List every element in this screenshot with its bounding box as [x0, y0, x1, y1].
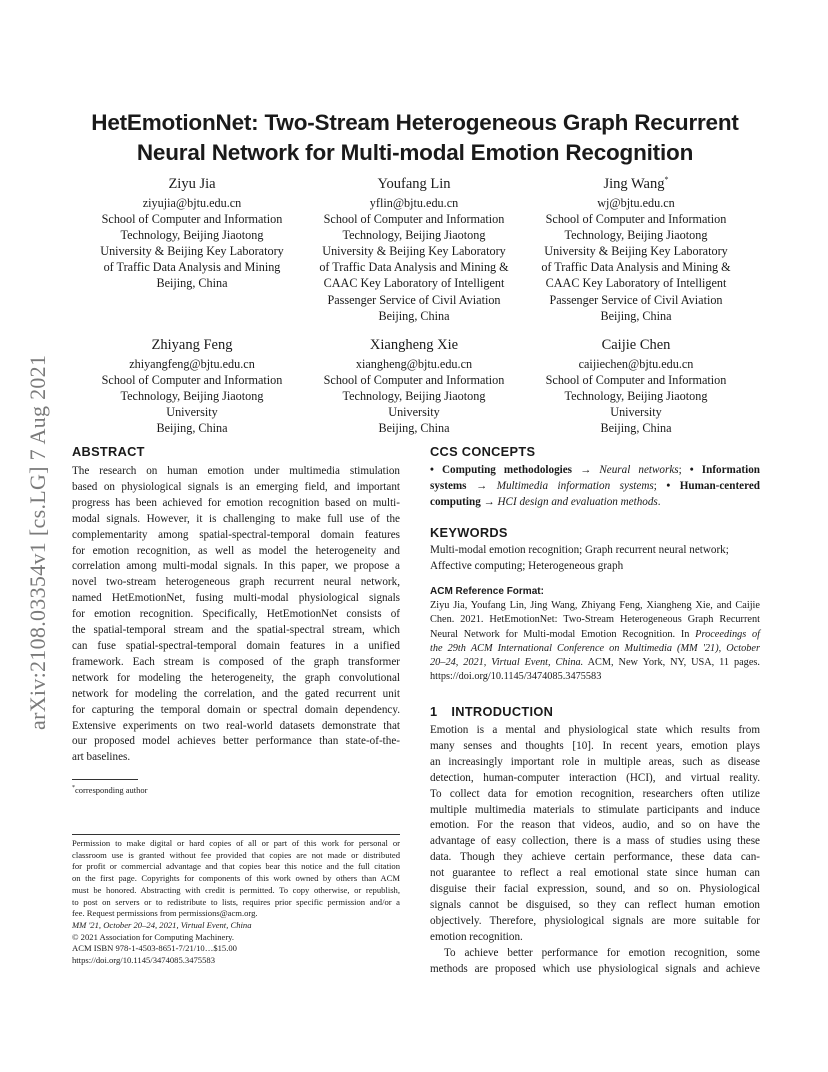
ccs-arrow: →	[480, 495, 498, 508]
author-affiliation: University	[610, 405, 662, 420]
ccs-line	[430, 479, 760, 495]
author-location: Beijing, China	[378, 421, 450, 436]
keywords-line: Multi-modal emotion recognition; Graph recurrent neural network;	[430, 544, 729, 556]
section-title: INTRODUCTION	[451, 704, 554, 719]
abstract-line: progress has been achieved for emotion recognition based on multi-	[72, 496, 400, 509]
arxiv-identifier: arXiv:2108.03354v1 [cs.LG] 7 Aug 2021	[25, 354, 50, 730]
ccs-concept: • Information	[689, 464, 760, 476]
intro-line: objectively. Therefore, physiological signals are more suitable for	[430, 914, 760, 927]
abstract-line: for capturing the temporal domain or spectral domain dependency.	[72, 703, 400, 716]
abstract-line: correlation among multi-modal signals. In this paper, we propose a	[72, 560, 400, 573]
abstract-line: network for modeling the correlation, and the gated recurrent unit	[72, 687, 400, 700]
reference-line: the 29th ACM International Conference on Multimedia (MM '21), October	[430, 642, 760, 654]
author-email: xiangheng@bjtu.edu.cn	[355, 357, 473, 371]
intro-line: To achieve better performance for emotion recognition, some	[444, 946, 760, 959]
author-affiliation: of Traffic Data Analysis and Mining &	[541, 260, 731, 275]
author-name: Zhiyang Feng	[151, 337, 233, 353]
footnote	[72, 785, 147, 795]
acm-reference	[430, 585, 760, 684]
author-location: Beijing, China	[378, 308, 450, 323]
author-affiliation: School of Computer and Information	[101, 212, 283, 227]
abstract-line: can fuse spatial-spectral-temporal domain features in a unified	[72, 639, 400, 652]
intro-line: methods are proposed which use physiological signals and achieve	[430, 962, 760, 975]
intro-body	[430, 723, 760, 978]
abstract-line: the spatial-temporal stream and the spatial-spectral stream, which	[72, 624, 400, 637]
intro-line: signals cannot be disguised, so they can reflect human emotion	[430, 898, 760, 911]
author-affiliation: University & Beijing Key Laboratory	[100, 244, 284, 259]
ccs-subconcept: HCI design and evaluation methods	[497, 495, 658, 508]
title-line-1: HetEmotionNet: Two-Stream Heterogeneous Graph Recurrent	[91, 110, 739, 135]
intro-line: emotion. For the reason that videos, audio, and so on have the	[430, 819, 760, 832]
abstract-line: based on physiological signals is an emerging field, and important	[72, 480, 400, 493]
author-affiliation: Technology, Beijing Jiaotong	[342, 228, 486, 243]
author-name: Youfang Lin	[377, 176, 451, 192]
author-name: Caijie Chen	[601, 337, 671, 353]
author-affiliation: School of Computer and Information	[545, 212, 727, 227]
ccs-concept: • Human-centered	[666, 479, 760, 492]
author-affiliation: School of Computer and Information	[323, 212, 505, 227]
reference-line: Chen. 2021. HetEmotionNet: Two-Stream Heterogeneous Graph Recurrent	[430, 614, 760, 626]
intro-line: an increasingly important role in multiple areas, such as disease	[430, 755, 760, 768]
ccs-arrow: →	[572, 464, 600, 476]
permission-line: for profit or commercial advantage and that copies bear this notice and the full citation	[72, 861, 400, 872]
ccs-arrow: →	[466, 479, 497, 492]
author-affiliation: Technology, Beijing Jiaotong	[342, 389, 486, 404]
author-affiliation: of Traffic Data Analysis and Mining &	[319, 260, 509, 275]
abstract-line: art baselines.	[72, 751, 131, 764]
corresponding-mark: *	[664, 175, 669, 185]
acm-reference-heading: ACM Reference Format:	[430, 586, 544, 597]
author-block	[521, 175, 751, 324]
doi-line: https://doi.org/10.1145/3474085.3475583	[72, 955, 215, 966]
intro-line: Emotion is a mental and physiological state which results from	[430, 724, 760, 736]
abstract-line: framework. Each stream is composed of the graph transformer	[72, 655, 400, 668]
author-location: Beijing, China	[600, 308, 672, 323]
keywords-line: Affective computing; Heterogeneous graph	[430, 559, 624, 572]
keywords-body	[430, 543, 760, 575]
title-line-2: Neural Network for Multi-modal Emotion Recognition	[136, 140, 694, 165]
abstract-body	[72, 464, 400, 766]
author-email: caijiechen@bjtu.edu.cn	[578, 357, 694, 371]
author-name: Ziyu Jia	[168, 176, 216, 192]
author-name	[521, 175, 751, 193]
reference-publisher: ACM, New York, NY, USA, 11 pages.	[583, 657, 760, 669]
abstract-line: The research on human emotion under multimedia stimulation	[72, 465, 400, 477]
footnote-mark: *	[72, 785, 75, 792]
ccs-concept: systems	[430, 479, 467, 492]
copyright-line: © 2021 Association for Computing Machinery.	[72, 931, 235, 942]
keywords-heading: KEYWORDS	[430, 525, 508, 540]
author-affiliation: University & Beijing Key Laboratory	[544, 244, 728, 259]
abstract-line: named HetEmotionNet, fusing multi-modal physiological signals	[72, 592, 400, 605]
intro-line: many senses and thoughts [10]. In recent years, emotion plays	[430, 739, 760, 752]
reference-text: Neural Network for Multi-modal Emotion Recognition. In	[430, 628, 696, 640]
abstract-line: for emotion recognition, as well as model the heterogeneity and	[72, 544, 400, 557]
reference-venue: 20–24, 2021, Virtual Event, China.	[430, 657, 584, 669]
intro-heading	[430, 704, 553, 719]
intro-line: multiple multimedia materials to stimulate participants and induce	[430, 803, 760, 816]
author-email: ziyujia@bjtu.edu.cn	[142, 196, 242, 210]
author-name-text: Jing Wang	[603, 176, 665, 192]
author-affiliation: of Traffic Data Analysis and Mining	[103, 260, 281, 275]
author-name: Xiangheng Xie	[369, 337, 459, 353]
permission-line: Permission to make digital or hard copies of all or part of this work for personal or	[72, 838, 400, 848]
author-location: Beijing, China	[156, 421, 228, 436]
author-email: zhiyangfeng@bjtu.edu.cn	[129, 357, 255, 371]
footnote-text: corresponding author	[75, 785, 148, 795]
section-number: 1	[430, 704, 438, 719]
abstract-line: Extensive experiments on two real-world datasets demonstrate that	[72, 719, 400, 732]
intro-line: data. Though they achieve certain performance, these data can-	[430, 851, 760, 864]
author-affiliation: University & Beijing Key Laboratory	[322, 244, 506, 259]
author-block	[299, 336, 529, 436]
author-affiliation: University	[166, 405, 218, 420]
intro-line: emotion recognition.	[430, 930, 523, 943]
abstract-line: our proposed model achieves better performance than state-of-the-	[72, 735, 400, 748]
ccs-heading: CCS CONCEPTS	[430, 444, 536, 459]
permission-line: classroom use is granted without fee provided that copies are not made or distributed	[72, 849, 400, 860]
abstract-heading: ABSTRACT	[72, 444, 145, 459]
footnote-rule	[72, 779, 138, 780]
author-affiliation: Technology, Beijing Jiaotong	[564, 389, 708, 404]
abstract-line: network for modeling the heterogeneity, the graph convolutional	[72, 671, 400, 684]
ccs-concept: computing	[430, 495, 481, 508]
intro-line: not guarantee to reflect a real emotional state since human can	[430, 867, 760, 880]
author-affiliation: School of Computer and Information	[323, 373, 505, 388]
permission-rule	[72, 834, 400, 835]
author-affiliation: Technology, Beijing Jiaotong	[564, 228, 708, 243]
intro-line: To collect data for emotion recognition, researchers often utilize	[430, 787, 760, 800]
abstract-line: modal signals. However, it is challenging to make full use of the	[72, 512, 400, 525]
author-affiliation: CAAC Key Laboratory of Intelligent	[323, 276, 505, 291]
author-affiliation: University	[388, 405, 440, 420]
abstract-line: novel two-stream heterogeneous graph recurrent neural network,	[72, 576, 400, 589]
reference-line: Ziyu Jia, Youfang Lin, Jing Wang, Zhiyang Feng, Xiangheng Xie, and Caijie	[430, 600, 760, 612]
author-block	[77, 336, 307, 436]
intro-line: advantage of easy collection, there is a mass of studies using these	[430, 835, 760, 848]
abstract-line: for emotion recognition. Specifically, HetEmotionNet consists of	[72, 608, 400, 621]
abstract-line: complementarity among spatial-spectral-temporal domain features	[72, 528, 400, 541]
permission-block	[72, 838, 400, 967]
author-affiliation: Technology, Beijing Jiaotong	[120, 228, 264, 243]
author-email: yflin@bjtu.edu.cn	[369, 196, 459, 210]
permission-line: fee. Request permissions from permissions@acm.org.	[72, 908, 258, 919]
ccs-line	[430, 463, 760, 479]
author-location: Beijing, China	[156, 276, 228, 291]
paper-title	[60, 108, 770, 168]
author-email: wj@bjtu.edu.cn	[597, 196, 675, 210]
ccs-concept: • Computing methodologies	[430, 464, 573, 476]
author-block	[77, 175, 307, 292]
author-block	[521, 336, 751, 436]
ccs-body	[430, 463, 760, 511]
ccs-separator: ;	[678, 464, 690, 476]
reference-line	[430, 628, 760, 642]
ccs-separator: ;	[653, 479, 667, 492]
ccs-period: .	[657, 495, 661, 508]
conference-line: MM '21, October 20–24, 2021, Virtual Event, China	[72, 919, 252, 930]
reference-line	[430, 656, 760, 670]
author-affiliation: CAAC Key Laboratory of Intelligent	[545, 276, 727, 291]
author-affiliation: School of Computer and Information	[545, 373, 727, 388]
author-location: Beijing, China	[600, 421, 672, 436]
ccs-line	[430, 495, 760, 511]
reference-venue: Proceedings of	[695, 628, 760, 640]
permission-line: on the first page. Copyrights for components of this work owned by others than ACM	[72, 873, 400, 884]
ccs-subconcept: Neural networks	[599, 464, 679, 476]
ccs-subconcept: Multimedia information systems	[496, 479, 654, 492]
author-block	[299, 175, 529, 324]
permission-line: must be honored. Abstracting with credit is permitted. To copy otherwise, or republish,	[72, 884, 400, 895]
author-affiliation: Passenger Service of Civil Aviation	[549, 292, 723, 307]
isbn-line: ACM ISBN 978-1-4503-8651-7/21/10…$15.00	[72, 943, 237, 954]
reference-doi: https://doi.org/10.1145/3474085.3475583	[430, 671, 602, 683]
intro-line: disguise their facial expression, sound, and so on. Physiological	[430, 883, 760, 896]
intro-line: detection, human-computer interaction (HCI), and virtual reality.	[430, 771, 760, 784]
permission-line: to post on servers or to redistribute to lists, requires prior specific permission and/or a	[72, 896, 400, 907]
author-affiliation: School of Computer and Information	[101, 373, 283, 388]
author-affiliation: Technology, Beijing Jiaotong	[120, 389, 264, 404]
author-affiliation: Passenger Service of Civil Aviation	[327, 292, 501, 307]
